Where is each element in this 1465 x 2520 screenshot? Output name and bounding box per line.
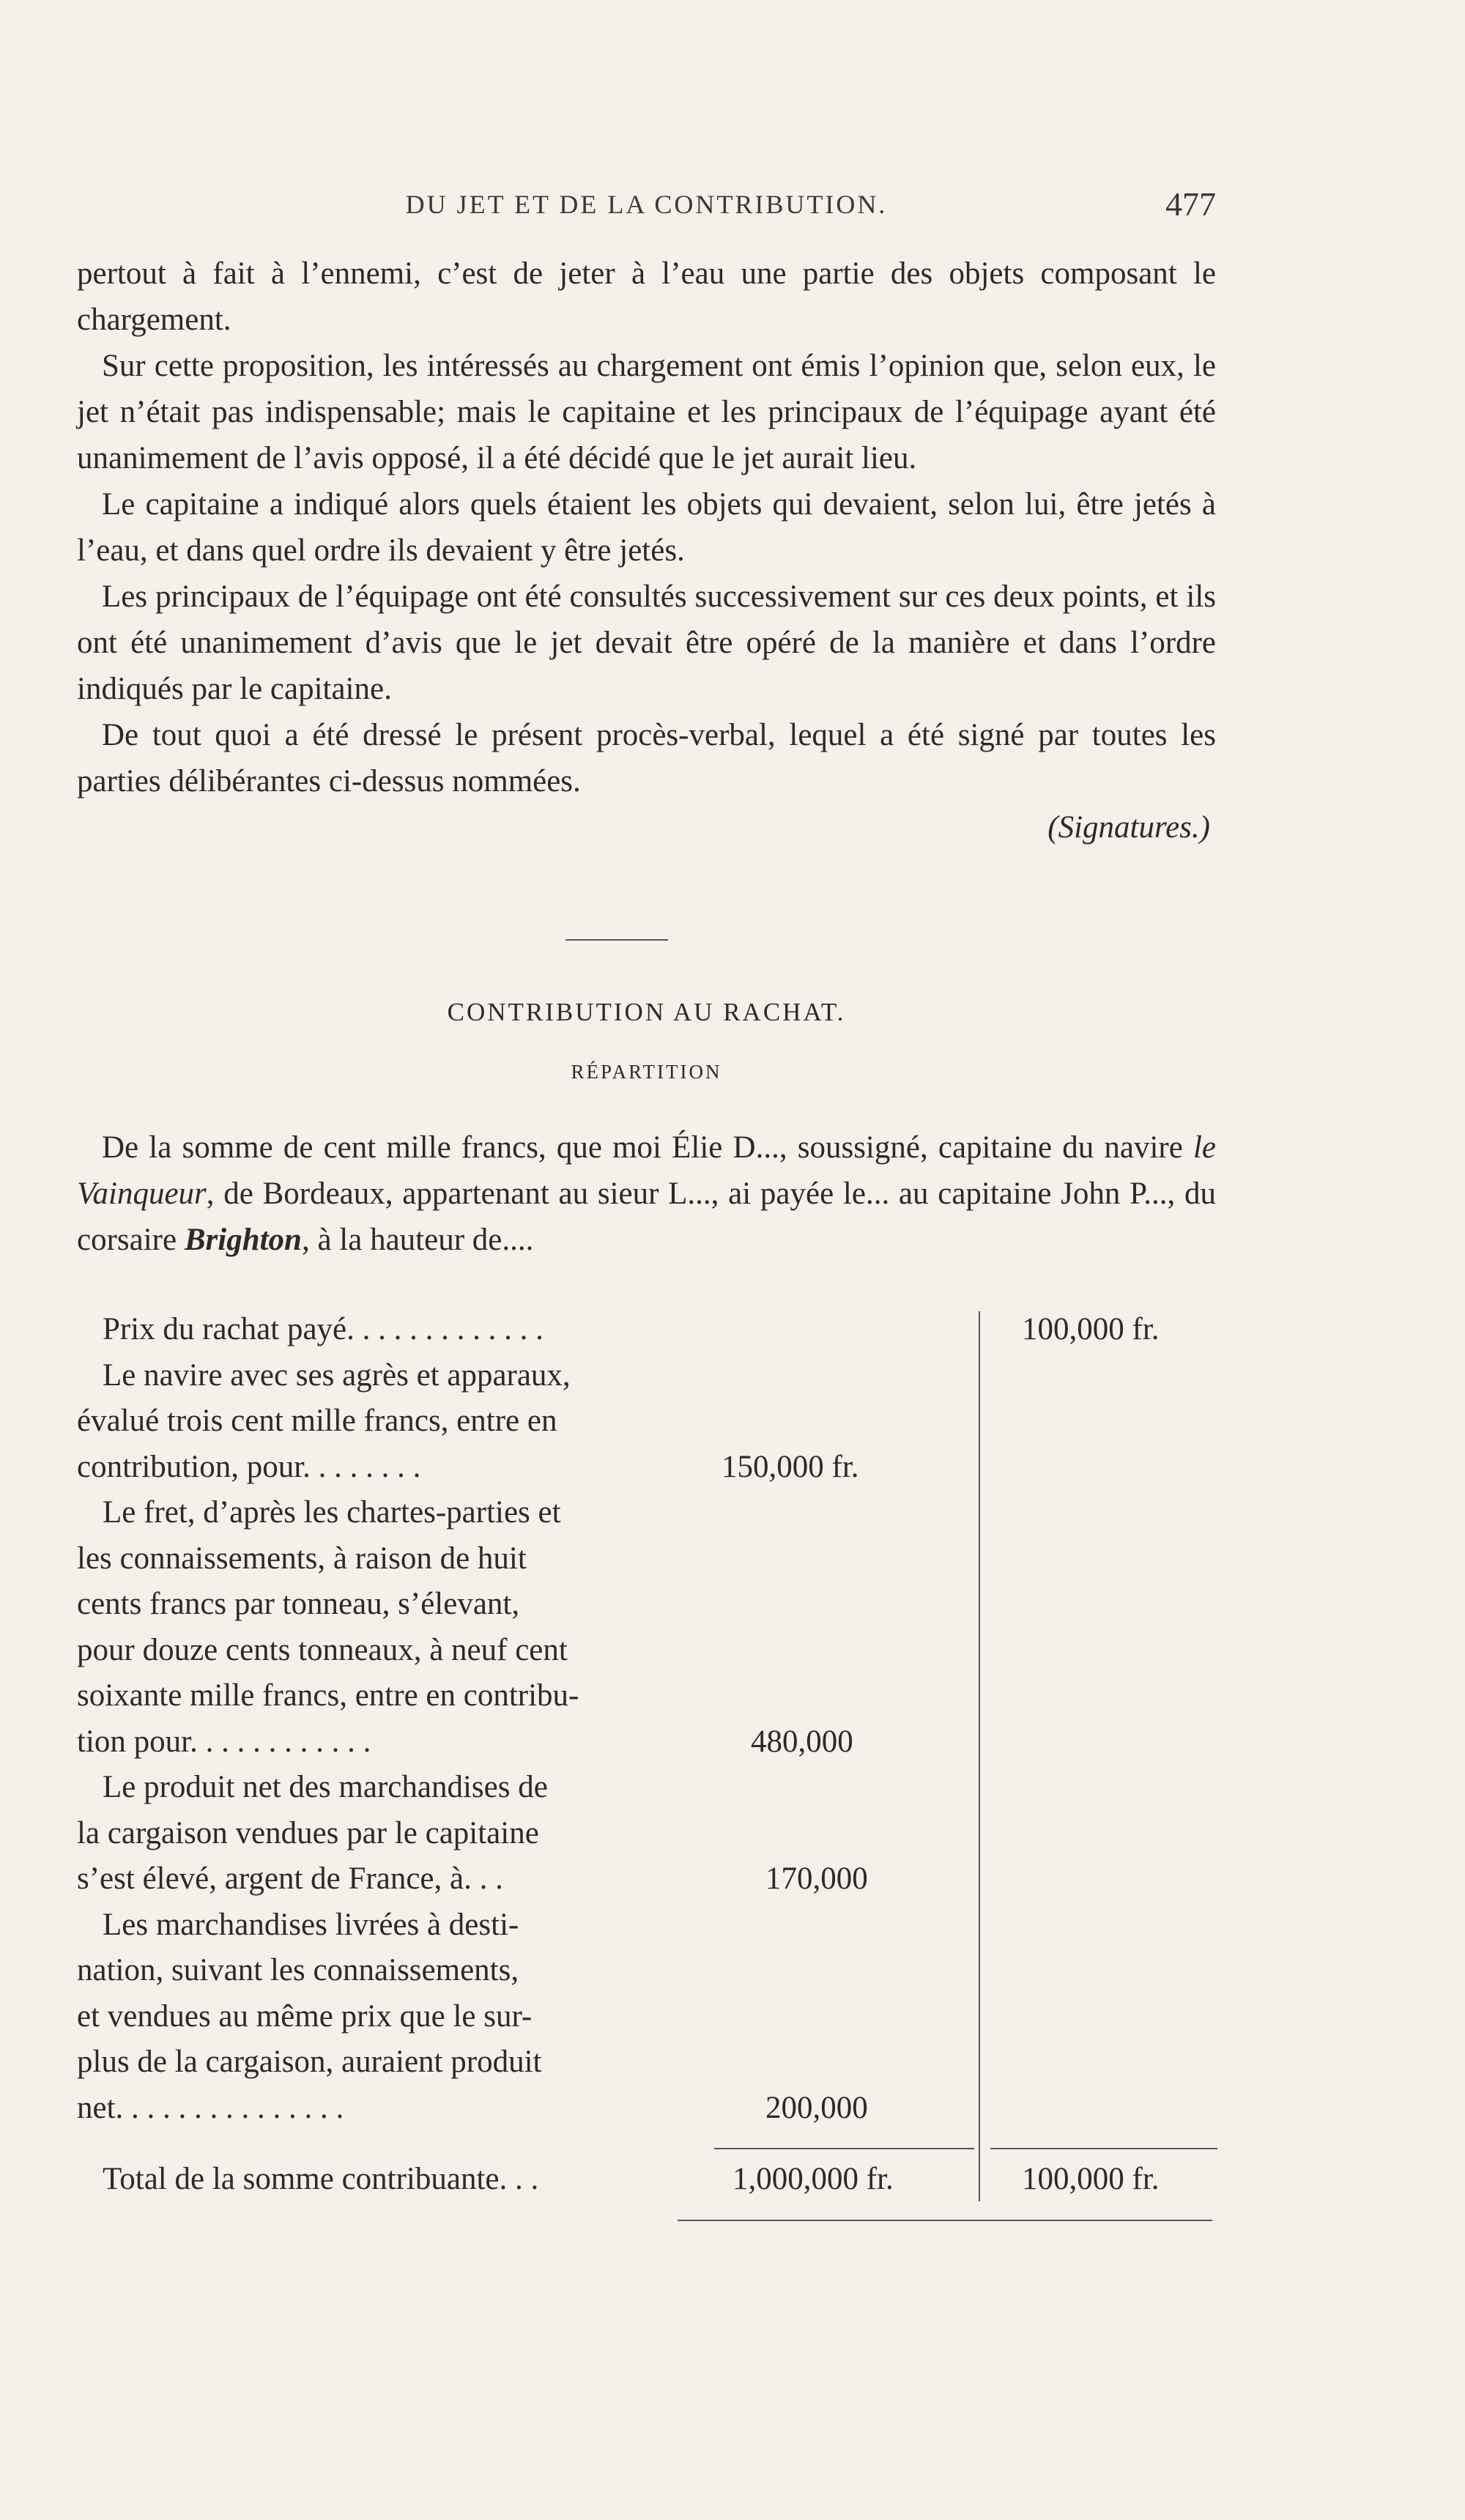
total-amount: 1,000,000 fr.	[732, 2162, 894, 2196]
corsair-name: Brighton	[184, 1223, 302, 1257]
repartition-text-c: , à la hauteur de....	[301, 1223, 534, 1257]
page-header	[77, 185, 1216, 233]
table-line: cents francs par tonneau, s’élevant,	[77, 1587, 520, 1621]
paragraph: De tout quoi a été dressé le présent procès-verbal, lequel a été signé par toutes les parties délibérantes ci-dessus nommées.	[77, 718, 1216, 798]
repartition-text-a: De la somme de cent mille francs, que moi Élie D..., soussigné, capitaine du navire	[102, 1130, 1193, 1165]
table-line: et vendues au même prix que le sur-	[77, 1999, 533, 2034]
section-rule	[565, 939, 668, 941]
page-number: 477	[1165, 185, 1216, 223]
right-amount: 100,000 fr.	[1022, 1312, 1160, 1346]
bottom-rule	[678, 2220, 1212, 2221]
section-subtitle: RÉPARTITION	[571, 1061, 722, 1083]
repartition-text	[77, 1124, 1216, 1263]
total-label: Total de la somme contribuante. . .	[103, 2162, 539, 2196]
total-right-amount: 100,000 fr.	[1022, 2162, 1160, 2196]
table-line: la cargaison vendues par le capitaine	[77, 1816, 539, 1850]
intro-text	[77, 251, 1216, 850]
table-line: les connaissements, à raison de huit	[77, 1541, 527, 1576]
table-line: Le navire avec ses agrès et apparaux,	[103, 1358, 571, 1393]
repartition-paragraph	[77, 1124, 1216, 1263]
table-line: Le fret, d’après les chartes-parties et	[103, 1495, 561, 1530]
table-line: Les marchandises livrées à desti-	[103, 1908, 519, 1942]
paragraph: Sur cette proposition, les intéressés au chargement ont émis l’opinion que, selon eux, le jet n’était pas indispensable; mais le capitaine et les principaux de l’équipage ayant été unanimement de l’avis opposé, il a été décidé que le jet aurait lieu.	[77, 349, 1216, 475]
table-line: Le produit net des marchandises de	[103, 1770, 548, 1804]
mid-amount: 170,000	[765, 1861, 868, 1896]
paragraph: Les principaux de l’équipage ont été consultés successivement sur ces deux points, et ils ont été unanimement d’avis que le jet devait être opéré de la manière et dans l’ordre indiqués par le capitaine.	[77, 579, 1216, 706]
subtotal-rule	[990, 2148, 1217, 2149]
table-line: pour douze cents tonneaux, à neuf cent	[77, 1633, 568, 1667]
column-divider	[979, 1311, 980, 2201]
subtotal-rule	[714, 2148, 974, 2149]
table-line: contribution, pour. . . . . . . .	[77, 1450, 421, 1484]
repartition-text-b: , de Bordeaux, appartenant au sieur L..., ai payée le... au capitaine John P..., du corsaire	[77, 1176, 1216, 1257]
mid-amount: 480,000	[751, 1724, 853, 1759]
mid-amount: 150,000 fr.	[722, 1450, 859, 1484]
running-title: DU JET ET DE LA CONTRIBUTION.	[405, 190, 888, 219]
table-line: évalué trois cent mille francs, entre en	[77, 1404, 557, 1438]
table-line: s’est élevé, argent de France, à. . .	[77, 1861, 503, 1896]
ship-name: le Vainqueur	[77, 1130, 1216, 1211]
mid-amount: 200,000	[765, 2091, 868, 2125]
table-line: plus de la cargaison, auraient produit	[77, 2045, 542, 2079]
table-line: soixante mille francs, entre en contribu-	[77, 1678, 579, 1713]
table-line: Prix du rachat payé. . . . . . . . . . . . .	[103, 1312, 544, 1346]
paragraph: Le capitaine a indiqué alors quels étaient les objets qui devaient, selon lui, être jetés à l’eau, et dans quel ordre ils devaient y être jetés.	[77, 487, 1216, 568]
signatures: (Signatures.)	[1047, 810, 1210, 845]
table-line: net. . . . . . . . . . . . . . .	[77, 2091, 344, 2125]
section-title: CONTRIBUTION AU RACHAT.	[447, 998, 846, 1026]
paragraph: pertout à fait à l’ennemi, c’est de jeter à l’eau une partie des objets composant le chargement.	[77, 256, 1216, 337]
table-line: nation, suivant les connaissements,	[77, 1953, 519, 1987]
table-line: tion pour. . . . . . . . . . . .	[77, 1724, 371, 1759]
